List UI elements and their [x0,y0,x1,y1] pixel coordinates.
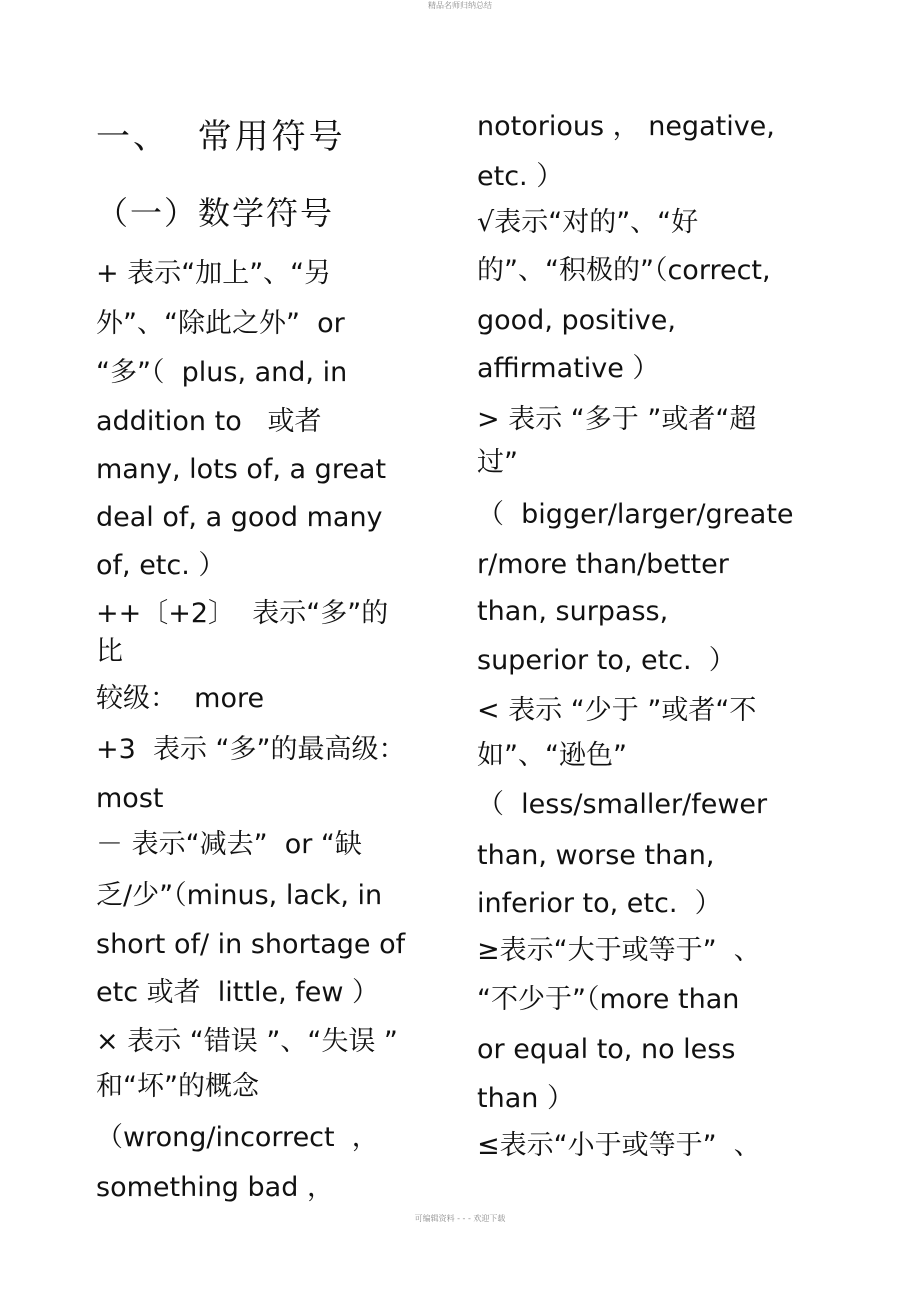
page-header: 精品名师归纳总结 [428,1,492,10]
text-line: most [96,783,164,814]
right-column [477,0,837,1303]
text-line: deal of, a good many [96,502,383,533]
text-line: +3 表示 “多”的最高级： [96,734,406,765]
section-heading: 一、 常用符号 [96,117,346,157]
text-line: “多”（ plus, and, in [96,357,348,388]
text-line: ≥表示“大于或等于” 、 [477,935,761,966]
text-line: of, etc. ） [96,550,226,581]
text-line: 和“坏”的概念 [96,1071,259,1102]
text-line: short of/ in shortage of [96,929,406,960]
text-line: 过” [477,447,518,478]
text-line: 较级： more [96,683,265,714]
text-line: good, positive, [477,305,676,336]
text-line: （wrong/incorrect ， [96,1122,379,1153]
text-line: than, worse than, [477,840,715,871]
text-line: than, surpass, [477,596,669,627]
text-line: 如”、“逊色” [477,740,627,771]
text-line: ++〔+2〕 表示“多”的 [96,598,389,629]
subsection-heading: （一）数学符号 [96,194,335,232]
text-line: － 表示“减去” or “缺 [96,829,362,860]
text-line: or equal to, no less [477,1034,736,1065]
page-footer: 可编辑资料 - - - 欢迎下载 [414,1214,506,1223]
text-line: addition to 或者 [96,406,322,437]
text-line: （ less/smaller/fewer [477,789,768,820]
text-line: affirmative ） [477,353,660,384]
text-line: 乏/少”（minus, lack, in [96,880,383,911]
text-line: “不少于”（more than [477,984,740,1015]
text-line: > 表示 “多于 ”或者“超 [477,404,757,435]
text-line: 外”、“除此之外” or [96,308,345,339]
text-line: × 表示 “错误 ”、“失误 ” [96,1026,398,1057]
text-line: inferior to, etc. ） [477,888,722,919]
text-line: notorious ， negative, [477,111,775,142]
text-line: than ） [477,1083,574,1114]
text-line: many, lots of, a great [96,454,387,485]
text-line: etc 或者 little, few ） [96,977,380,1008]
text-line: √表示“对的”、“好 [477,207,699,238]
left-column [96,0,446,1303]
text-line: （ bigger/larger/greate [477,499,794,530]
text-line: + 表示“加上”、“另 [96,258,332,289]
text-line: superior to, etc. ） [477,645,736,676]
text-line: 的”、“积极的”（correct, [477,255,771,286]
text-line: something bad ， [96,1172,334,1203]
text-line: 比 [96,636,123,667]
text-line: r/more than/better [477,549,729,580]
text-line: ≤表示“小于或等于” 、 [477,1130,761,1161]
text-line: etc. ） [477,161,564,192]
text-line: < 表示 “少于 ”或者“不 [477,695,757,726]
